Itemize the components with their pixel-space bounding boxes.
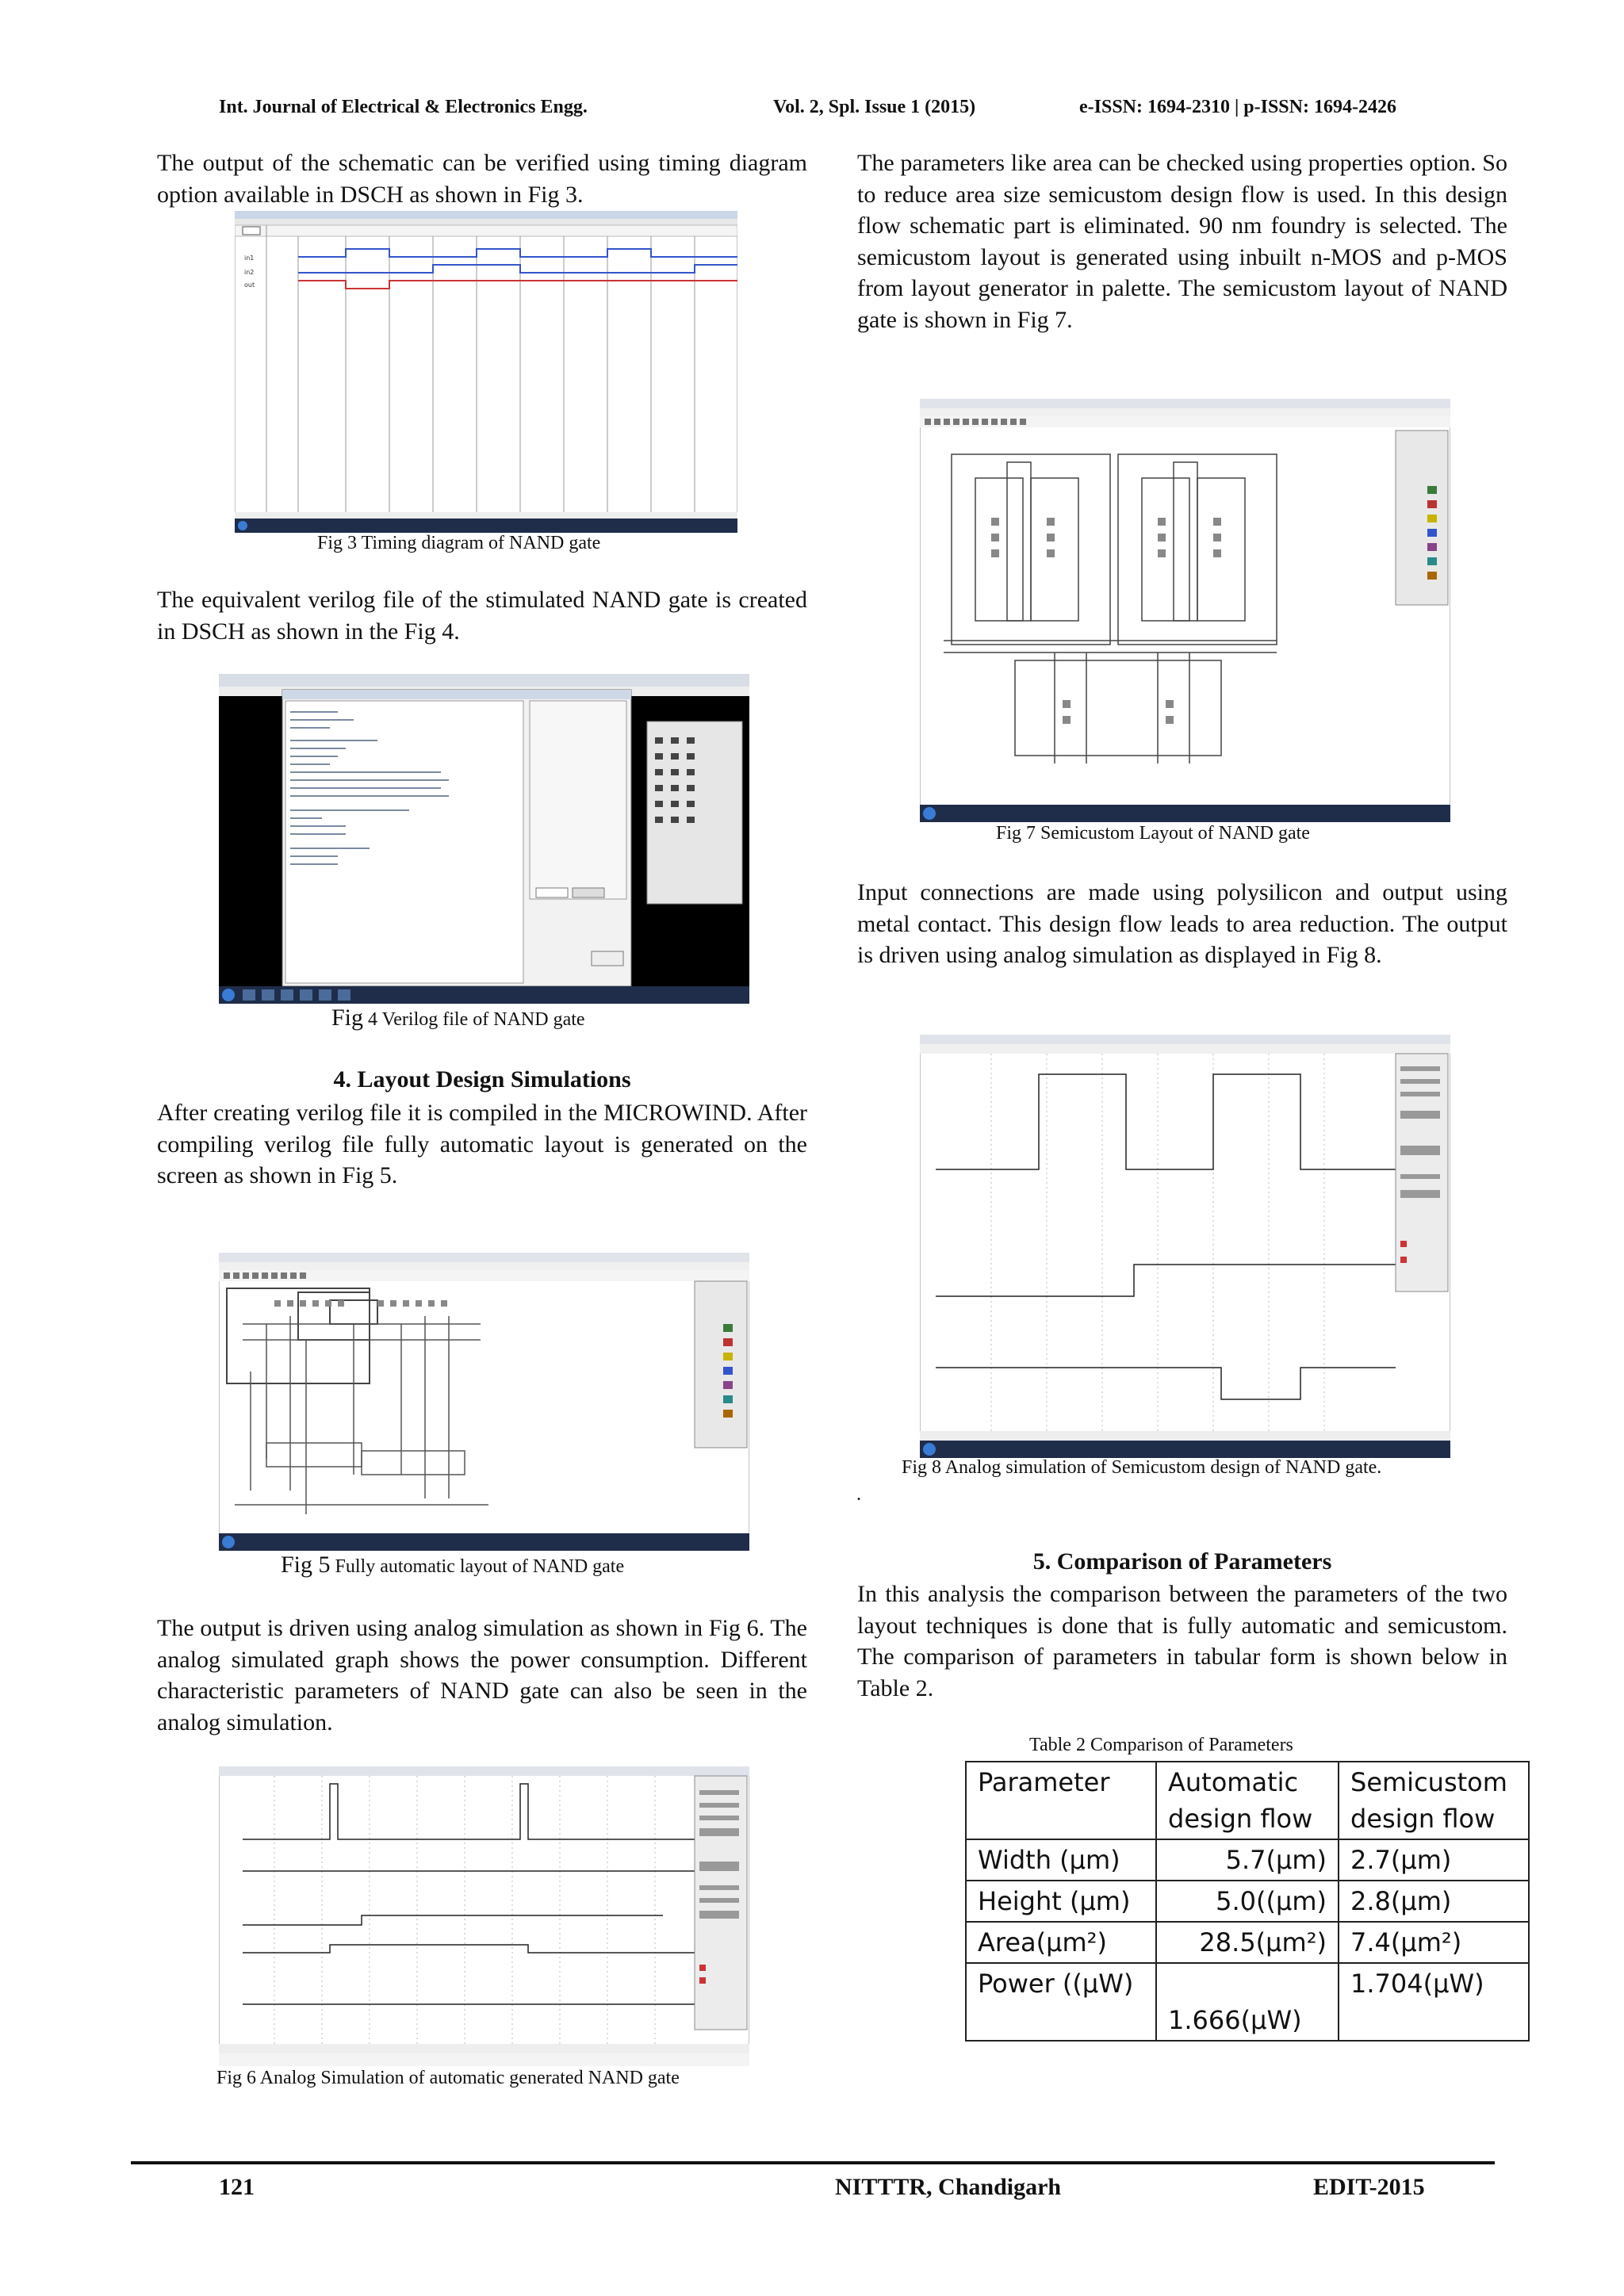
section-5-title: 5. Comparison of Parameters	[1032, 1548, 1332, 1575]
fig8-semicustom-analog-simulation	[920, 1035, 1450, 1458]
table-cell: Area(µm²)	[966, 1922, 1156, 1963]
table-row	[966, 1963, 1529, 2041]
fig3-timing-diagram	[235, 211, 737, 533]
svg-text:in2: in2	[244, 269, 255, 276]
table-header-cell: Parameter	[966, 1762, 1156, 1839]
footer-institute: NITTTR, Chandigarh	[835, 2174, 1062, 2200]
table-header-cell: Semicustom design flow	[1339, 1762, 1529, 1839]
table-cell: 2.7(µm)	[1339, 1839, 1529, 1881]
issn-info: e-ISSN: 1694-2310 | p-ISSN: 1694-2426	[1079, 97, 1396, 117]
left-para-2: The equivalent verilog file of the stimulated NAND gate is created in DSCH as shown in the Fig 4.	[157, 587, 807, 645]
right-para-2: Input connections are made using polysilicon and output using metal contact. This design flow leads to area reduction. The output is driven using analog simulation as displayed in Fig 8.	[857, 879, 1507, 968]
table-cell: 2.8(µm)	[1339, 1881, 1529, 1922]
page-number: 121	[219, 2174, 255, 2200]
table-header-cell: Automatic design flow	[1156, 1762, 1339, 1839]
table-header-row	[966, 1762, 1529, 1839]
stray-dot: .	[856, 1484, 861, 1505]
table-cell: 1.666(µW)	[1156, 1963, 1339, 2041]
right-para-1: The parameters like area can be checked using properties option. So to reduce area size semicustom design flow is used. In this design flow schematic part is eliminated. 90 nm foundry is selected. The semicustom layout is generated using inbuilt n-MOS and p-MOS from layout generator in palette. The semicustom layout of NAND gate is shown in Fig 7.	[857, 150, 1507, 333]
footer-event: EDIT-2015	[1313, 2174, 1425, 2200]
table-cell: 7.4(µm²)	[1339, 1922, 1529, 1963]
left-para-3: After creating verilog file it is compiled in the MICROWIND. After compiling verilog file fully automatic layout is generated on the screen as shown in Fig 5.	[157, 1100, 807, 1188]
fig4-caption: Fig 4 Verilog file of NAND gate	[331, 1004, 585, 1031]
fig5-caption: Fig 5 Fully automatic layout of NAND gate	[281, 1552, 625, 1578]
fig6-caption: Fig 6 Analog Simulation of automatic generated NAND gate	[216, 2068, 680, 2088]
fig8-caption: Fig 8 Analog simulation of Semicustom design of NAND gate.	[902, 1457, 1382, 1478]
table-cell: 28.5(µm²)	[1156, 1922, 1339, 1963]
table-cell: 1.704(µW)	[1339, 1963, 1529, 2041]
table-row	[966, 1922, 1529, 1963]
volume-info: Vol. 2, Spl. Issue 1 (2015)	[773, 97, 976, 117]
table-cell: 5.0((µm)	[1156, 1881, 1339, 1922]
table-2-caption: Table 2 Comparison of Parameters	[1029, 1735, 1293, 1755]
svg-text:in1: in1	[244, 254, 255, 262]
right-para-3: In this analysis the comparison between the parameters of the two layout techniques is done that is fully automatic and semicustom. The comparison of parameters in tabular form is shown below in Table 2.	[857, 1581, 1507, 1701]
table-cell: Width (µm)	[966, 1839, 1156, 1881]
footer-rule	[131, 2161, 1495, 2164]
fig3-caption: Fig 3 Timing diagram of NAND gate	[317, 533, 601, 553]
fig7-caption: Fig 7 Semicustom Layout of NAND gate	[996, 823, 1310, 844]
table-cell: Power ((µW)	[966, 1963, 1156, 2041]
left-para-4: The output is driven using analog simulation as shown in Fig 6. The analog simulated graph shows the power consumption. Different characteristic parameters of NAND gate can also be seen in the analog simulation.	[157, 1615, 807, 1735]
fig7-semicustom-layout	[920, 399, 1450, 822]
comparison-table	[965, 1761, 1530, 2042]
fig5-automatic-layout	[219, 1253, 749, 1551]
svg-text:out: out	[244, 281, 255, 289]
fig4-verilog-screenshot	[219, 674, 749, 1004]
table-cell: Height (µm)	[966, 1881, 1156, 1922]
table-row	[966, 1881, 1529, 1922]
left-para-1: The output of the schematic can be verified using timing diagram option available in DSCH as shown in Fig 3.	[157, 150, 807, 208]
journal-name: Int. Journal of Electrical & Electronics Engg.	[219, 97, 588, 117]
table-row	[966, 1839, 1529, 1881]
table-cell: 5.7(µm)	[1156, 1839, 1339, 1881]
fig6-analog-simulation	[219, 1766, 749, 2066]
section-4-title: 4. Layout Design Simulations	[333, 1066, 631, 1093]
